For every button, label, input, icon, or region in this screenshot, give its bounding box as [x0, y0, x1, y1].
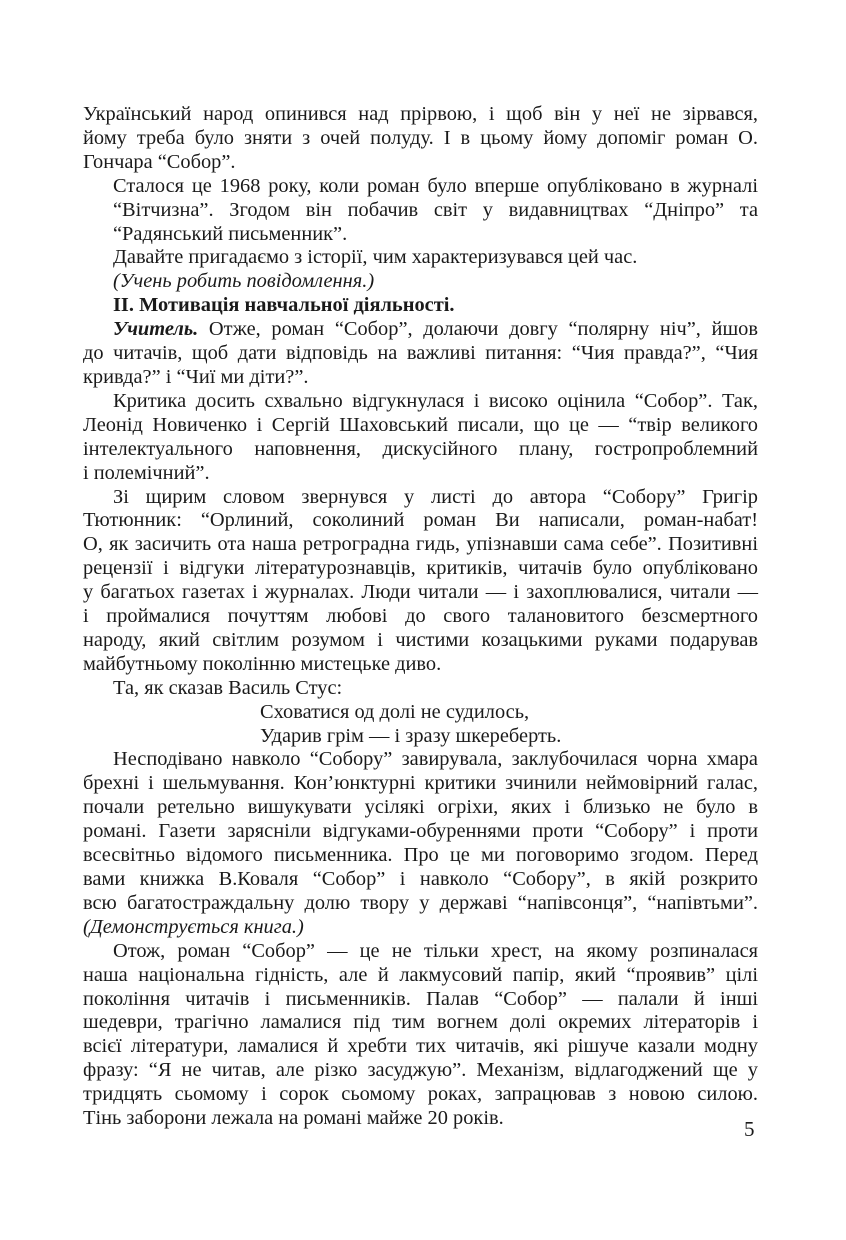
text-line: і полемічний”. [83, 461, 210, 484]
text-line: Український народ опинився над прірвою, і щоб він у неї не зірвався, [83, 103, 758, 125]
text-line: “Вітчизна”. Згодом він побачив світ у видавництвах “Дніпро” та [113, 198, 758, 221]
text-line: “Радянський письменник”. [113, 222, 348, 245]
text-line: майбутньому поколінню мистецьке диво. [83, 652, 442, 675]
paragraph-5 [83, 318, 758, 390]
text-line: рецензії і відгуки літературознавців, критиків, читачів було опубліковано [83, 557, 758, 580]
paragraph-2 [83, 175, 758, 247]
text-line: тридцять сьомому і сорок сьомому роках, запрацював з новою силою. [83, 1083, 758, 1106]
text-line: у багатьох газетах і журналах. Люди читали — і захоплювалися, читали — [83, 581, 758, 604]
page-body [83, 103, 758, 1131]
text-line: Та, як сказав Василь Стус: [113, 676, 343, 699]
text-line: шедеври, трагічно ламалися під тим вогнем долі окремих літераторів і [83, 1011, 758, 1034]
text-line: всю багатостраждальну долю твору у державі “напівсонця”, “напівтьми”. [83, 891, 758, 914]
text-line: О, як засичить ота наша ретроградна гидь, упізнавши сама себе”. Позитивні [83, 533, 758, 556]
text-line: почали ретельно вишукувати усілякі огріхи, яких і близько не було в [83, 796, 758, 819]
text-line: вами книжка В.Коваля “Собор” і навколо “Собору”, в якій розкрито [83, 868, 758, 890]
paragraph-9 [83, 748, 758, 939]
paragraph-4-note [83, 270, 758, 294]
text-line: Давайте пригадаємо з історії, чим характеризувався цей час. [113, 246, 638, 269]
heading-text: ІІ. Мотивація навчальної діяльності. [113, 294, 455, 317]
text-line: романі. Газети зарясніли відгуками-обуреннями проти “Собору” і проти [83, 820, 758, 843]
text-line: Несподівано навколо “Собору” завирувала, заклубочилася чорна хмара [113, 748, 758, 771]
text-line: до читачів, щоб дати відповідь на важливі питання: “Чия правда?”, “Чия [83, 342, 758, 365]
text-line: Леонід Новиченко і Сергій Шаховський писали, що це — “твір великого [83, 413, 758, 436]
text-line: наша національна гідність, але й лакмусовий папір, який “проявив” цілі [83, 963, 758, 986]
text-line: Тютюнник: “Орлиний, соколиний роман Ви написали, роман-набат! [83, 509, 758, 532]
text-line: Сталося це 1968 року, коли роман було вперше опубліковано в журналі [113, 174, 758, 197]
text-line: народу, який світлим розумом і чистими козацькими руками подарував [83, 628, 758, 651]
text-line [83, 318, 758, 342]
text-line: Зі щирим словом звернувся у листі до автора “Собору” Григір [113, 485, 758, 508]
italic-note: (Демонструється книга.) [83, 915, 304, 938]
paragraph-3 [83, 246, 758, 270]
text-line: Критика досить схвально відгукнулася і високо оцінила “Собор”. Так, [113, 389, 758, 412]
section-heading [83, 294, 758, 318]
paragraph-8 [83, 677, 758, 701]
text-line: інтелектуального наповнення, дискусійного плану, гостропроблемний [83, 437, 758, 460]
page-number: 5 [744, 1117, 755, 1141]
text-line: йому треба було зняти з очей полуду. І в цьому йому допоміг роман О. [83, 126, 758, 149]
paragraph-10 [83, 940, 758, 1131]
text-line: всесвітньо відомого письменника. Про це ми поговоримо згодом. Перед [83, 844, 758, 867]
text-line: Тінь заборони лежала на романі майже 20 років. [83, 1107, 504, 1130]
text-fragment: Отже, роман “Собор”, долаючи довгу “полярну ніч”, йшов [198, 318, 758, 341]
text-line: Отож, роман “Собор” — це не тільки хрест, на якому розпиналася [113, 939, 758, 962]
poem-line: Ударив грім — і зразу шкереберть. [260, 724, 562, 747]
speaker-label: Учитель. [113, 318, 199, 341]
text-line: кривда?” і “Чиї ми діти?”. [83, 365, 309, 388]
text-line: покоління читачів і письменників. Палав “Собор” — палали й інші [83, 987, 758, 1010]
text-line: і проймалися почуттям любові до свого талановитого безсмертного [83, 605, 758, 628]
poem-quote [260, 701, 758, 749]
text-line: всієї літератури, ламалися й хребти тих читачів, які рішуче казали модну [83, 1035, 758, 1058]
italic-note: (Учень робить повідомлення.) [113, 270, 375, 293]
paragraph-6 [83, 390, 758, 486]
text-line: Гончара “Собор”. [83, 150, 236, 173]
text-line: брехні і шельмування. Кон’юнктурні критики зчинили неймовірний галас, [83, 772, 758, 795]
poem-line: Сховатися од долі не судилось, [260, 700, 530, 723]
paragraph-1 [83, 103, 758, 175]
paragraph-7 [83, 486, 758, 677]
text-line: фразу: “Я не читав, але різко засуджую”. Механізм, відлагоджений ще у [83, 1059, 758, 1082]
